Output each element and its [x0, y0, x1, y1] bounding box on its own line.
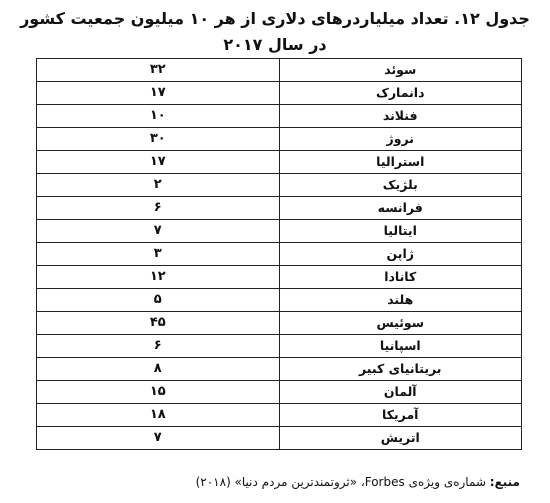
- billionaire-count-cell: ۱۷: [37, 82, 280, 105]
- table-title: جدول ۱۲. تعداد میلیاردرهای دلاری از هر ۱۰ میلیون جمعیت کشور در سال ۲۰۱۷: [20, 9, 530, 54]
- country-cell: ژاپن: [279, 243, 522, 266]
- table-row: [37, 59, 522, 82]
- billionaire-count-cell: ۱۵: [37, 381, 280, 404]
- table-row: [37, 151, 522, 174]
- table-row: [37, 358, 522, 381]
- country-cell: دانمارک: [279, 82, 522, 105]
- billionaire-count-cell: ۱۷: [37, 151, 280, 174]
- source-note: [10, 472, 520, 492]
- billionaire-count-cell: ۸: [37, 358, 280, 381]
- country-cell: بریتانیای کبیر: [279, 358, 522, 381]
- billionaire-count-cell: ۴۵: [37, 312, 280, 335]
- billionaire-count-cell: ۳: [37, 243, 280, 266]
- billionaire-count-cell: ۲: [37, 174, 280, 197]
- table-row: [37, 220, 522, 243]
- billionaire-count-cell: ۳۲: [37, 59, 280, 82]
- billionaire-count-cell: ۳۰: [37, 128, 280, 151]
- table-row: [37, 197, 522, 220]
- billionaires-table: [36, 58, 522, 450]
- country-cell: آمریکا: [279, 404, 522, 427]
- country-cell: آلمان: [279, 381, 522, 404]
- country-cell: اتریش: [279, 427, 522, 450]
- table-row: [37, 243, 522, 266]
- table-row: [37, 174, 522, 197]
- country-cell: نروژ: [279, 128, 522, 151]
- table-row: [37, 105, 522, 128]
- billionaire-count-cell: ۷: [37, 220, 280, 243]
- country-cell: اسپانیا: [279, 335, 522, 358]
- table-row: [37, 404, 522, 427]
- country-cell: هلند: [279, 289, 522, 312]
- country-cell: استرالیا: [279, 151, 522, 174]
- table-row: [37, 381, 522, 404]
- billionaire-count-cell: ۱۸: [37, 404, 280, 427]
- table-row: [37, 335, 522, 358]
- billionaires-table-container: [36, 58, 522, 450]
- billionaire-count-cell: ۶: [37, 335, 280, 358]
- table-row: [37, 289, 522, 312]
- table-row: [37, 312, 522, 335]
- table-row: [37, 128, 522, 151]
- country-cell: سوئد: [279, 59, 522, 82]
- billionaire-count-cell: ۱۲: [37, 266, 280, 289]
- table-row: [37, 427, 522, 450]
- billionaire-count-cell: ۵: [37, 289, 280, 312]
- country-cell: فرانسه: [279, 197, 522, 220]
- source-label: منبع:: [489, 475, 520, 489]
- table-body: [37, 59, 522, 450]
- table-row: [37, 266, 522, 289]
- country-cell: فنلاند: [279, 105, 522, 128]
- table-row: [37, 82, 522, 105]
- source-text: شماره‌ی ویژه‌ی Forbes، «ثروتمندترین مردم دنیا» (۲۰۱۸): [195, 475, 486, 489]
- billionaire-count-cell: ۱۰: [37, 105, 280, 128]
- country-cell: ایتالیا: [279, 220, 522, 243]
- billionaire-count-cell: ۷: [37, 427, 280, 450]
- billionaire-count-cell: ۶: [37, 197, 280, 220]
- country-cell: سوئیس: [279, 312, 522, 335]
- country-cell: کانادا: [279, 266, 522, 289]
- country-cell: بلژیک: [279, 174, 522, 197]
